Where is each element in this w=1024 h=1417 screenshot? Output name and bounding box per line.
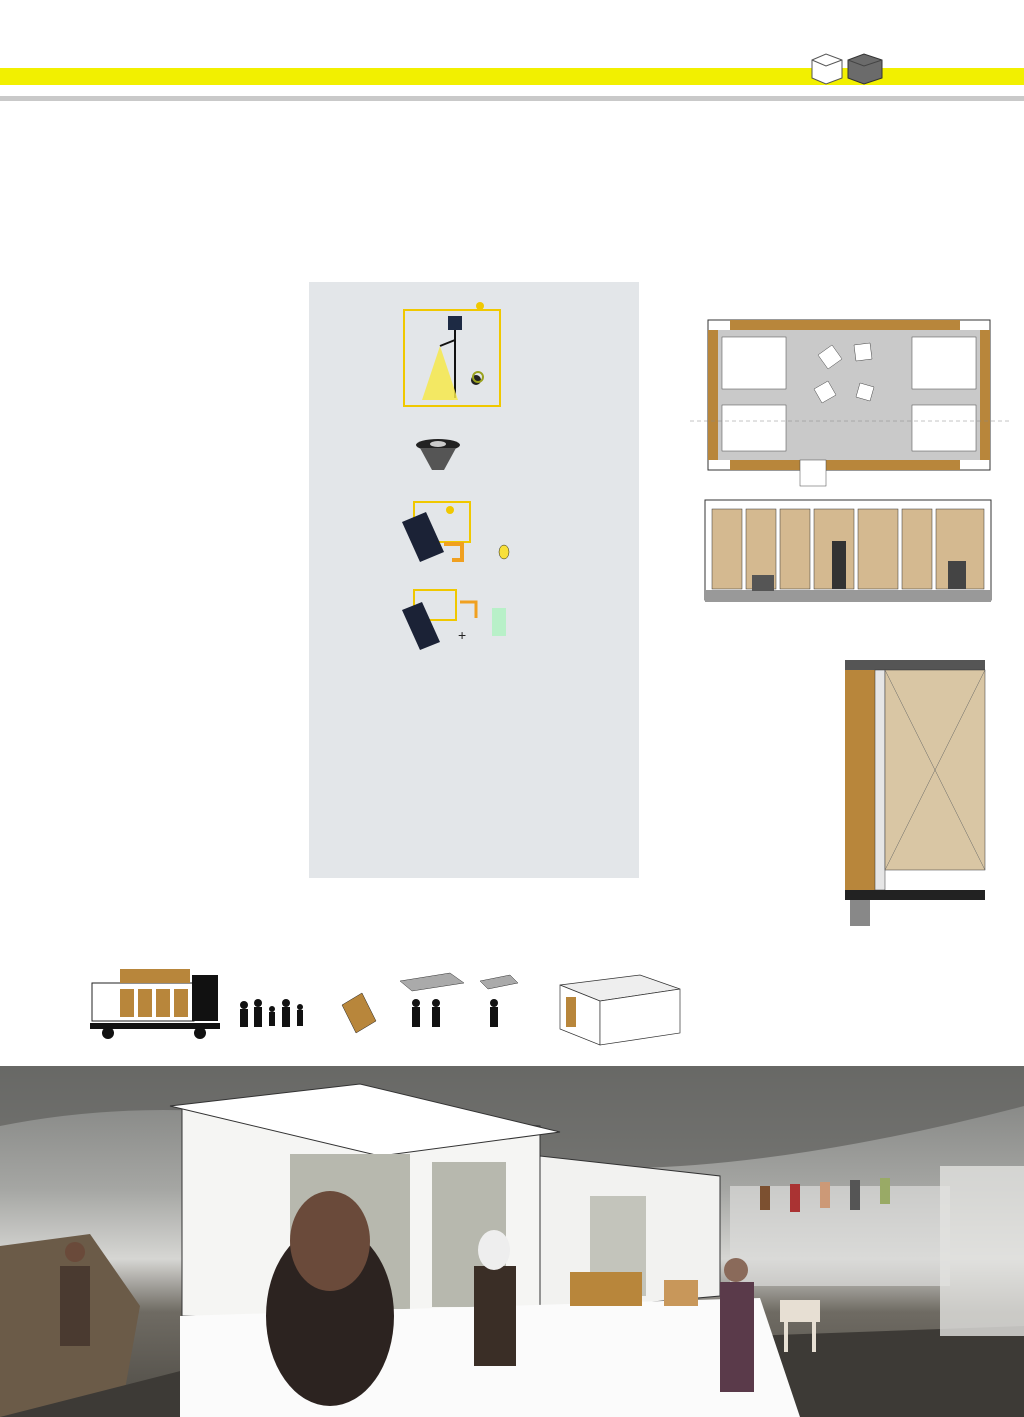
- cube-logo: [808, 50, 888, 86]
- settlement-scene: [0, 1066, 1024, 1417]
- header-band-gray: [0, 96, 1024, 101]
- energy-diagram: [380, 290, 640, 650]
- system-section-drawing: [840, 640, 1010, 930]
- settlement-photo: [0, 1066, 1024, 1417]
- module-plan-drawing: [690, 315, 1010, 487]
- aa-section-drawing: [700, 495, 1000, 615]
- people-group-icon: [240, 999, 303, 1027]
- roof-assembly-icon: [400, 973, 518, 1027]
- truck-icon: [90, 969, 220, 1039]
- module-box-icon: [560, 975, 680, 1045]
- svg-text:+: +: [458, 627, 467, 643]
- feature-icons: [80, 945, 700, 1055]
- panel-icon: [342, 993, 376, 1033]
